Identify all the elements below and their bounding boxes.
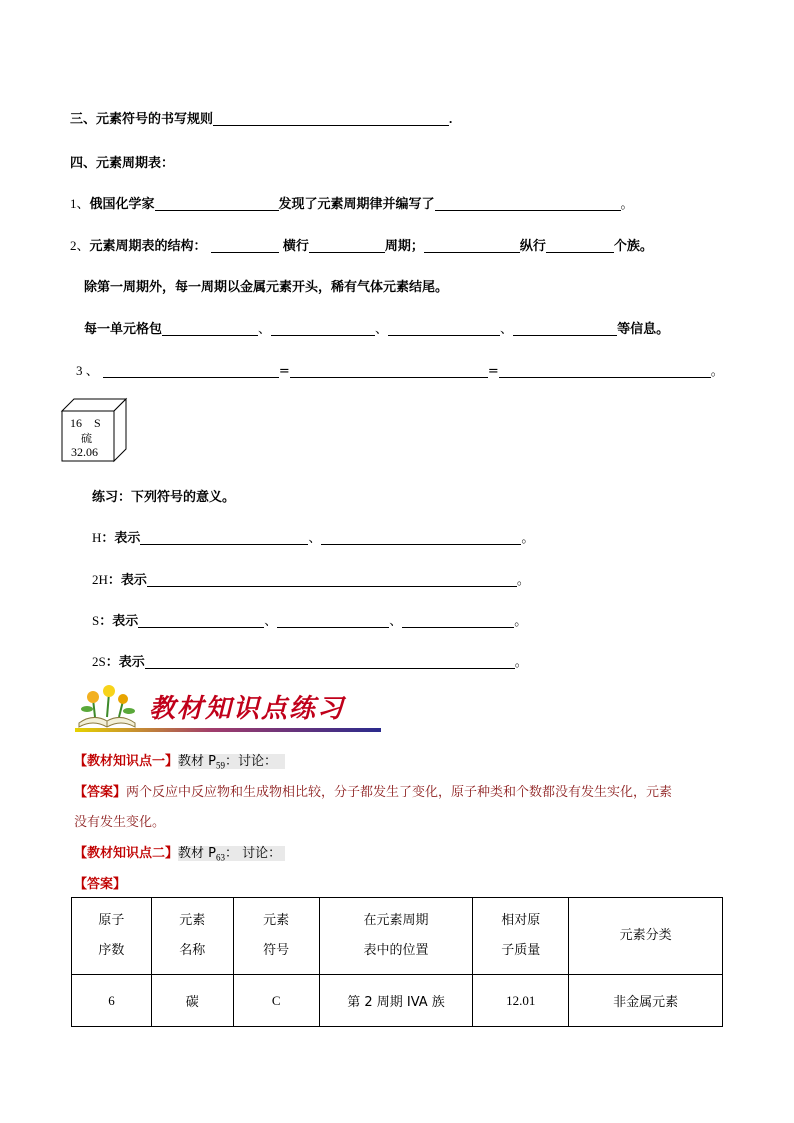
table-header-cell: 相对原 子质量	[473, 898, 569, 975]
item2-num: 2、	[70, 238, 90, 253]
exercise-label: ：表示	[107, 573, 147, 588]
item1-blank2[interactable]	[435, 196, 621, 211]
exercise-symbol-s: S	[92, 613, 100, 628]
exercise-row-2h	[92, 569, 530, 588]
ans2-tag: 【答案】	[74, 877, 127, 892]
section3-title: 三、元素符号的书写规则	[70, 112, 214, 127]
table-row	[72, 975, 723, 1027]
item3-eq2: =	[487, 364, 499, 379]
exercise-sep: 、	[308, 531, 322, 546]
table-cell: 6	[72, 975, 152, 1027]
table-cell: 12.01	[473, 975, 569, 1027]
note2-sep3: 、	[500, 322, 514, 337]
item2-text5: 个族。	[613, 239, 653, 254]
table-header-cell: 元素 符号	[233, 898, 319, 975]
kp1-page: 59	[216, 760, 225, 771]
item1-text2: 发现了元素周期律并编写了	[278, 197, 435, 212]
item2-text1: 元素周期表的结构：	[89, 239, 207, 254]
section3-blank[interactable]	[213, 111, 449, 126]
exercise-end: 。	[514, 614, 528, 629]
item2-blank4[interactable]	[546, 238, 614, 253]
ans1-tag: 【答案】	[74, 785, 127, 800]
kp1-tail: ：讨论：	[225, 754, 278, 769]
exercise-blank[interactable]	[321, 530, 521, 545]
banner-title: 教材知识点练习	[149, 694, 346, 724]
item2-blank2[interactable]	[309, 238, 385, 253]
element-mass: 32.06	[71, 445, 98, 459]
exercise-sep: 、	[389, 614, 403, 629]
section3-line	[70, 108, 452, 127]
table-cell: C	[233, 975, 319, 1027]
note2-line	[84, 318, 669, 337]
item1-num: 1、	[70, 196, 90, 211]
exercise-end: 。	[516, 573, 530, 588]
item2-blank3[interactable]	[424, 238, 520, 253]
table-cell: 非金属元素	[569, 975, 723, 1027]
table-header-cell: 在元素周期 表中的位置	[319, 898, 473, 975]
kp1-tag: 【教材知识点一】	[74, 754, 179, 769]
note2-text2: 等信息。	[617, 322, 670, 337]
exercise-end: 。	[521, 531, 535, 546]
kp2-tail: ： 讨论：	[225, 846, 282, 861]
exercise-title: 练习：下列符号的意义。	[92, 490, 236, 505]
note2-blank1[interactable]	[162, 321, 258, 336]
table-header-row	[72, 898, 723, 975]
exercise-label: ：表示	[99, 614, 139, 629]
item1-text1: 俄国化学家	[89, 197, 155, 212]
note2-blank3[interactable]	[388, 321, 500, 336]
exercise-label: ：表示	[101, 531, 141, 546]
element-table	[71, 897, 723, 1027]
section4-title: 四、元素周期表：	[70, 156, 175, 171]
item3-eq1: =	[278, 364, 290, 379]
element-number: 16	[70, 416, 82, 430]
exercise-blank[interactable]	[147, 572, 517, 587]
item3-blank2[interactable]	[290, 363, 488, 378]
table-header-cell: 元素分类	[569, 898, 723, 975]
element-card	[60, 397, 130, 463]
ans1-text: 两个反应中反应物和生成物相比较，分子都发生了变化，原子种类和个数都没有发生实化，元素	[126, 785, 673, 800]
item1-line	[70, 193, 634, 212]
exercise-symbol-2s: 2S	[92, 654, 106, 669]
note2-text1: 每一单元格包	[84, 322, 163, 337]
exercise-row-h	[92, 527, 534, 546]
item3-blank1[interactable]	[103, 363, 279, 378]
table-header-cell: 原子 序数	[72, 898, 152, 975]
exercise-label: ：表示	[105, 655, 145, 670]
item1-blank1[interactable]	[155, 196, 279, 211]
exercise-blank[interactable]	[140, 530, 308, 545]
item2-text4: 纵行	[519, 239, 546, 254]
item2-text3: 周期；	[384, 239, 424, 254]
exercise-symbol-2h: 2H	[92, 572, 108, 587]
kp2-line	[74, 842, 285, 863]
exercise-blank[interactable]	[277, 613, 389, 628]
exercise-blank[interactable]	[402, 613, 514, 628]
element-symbol: S	[94, 416, 101, 430]
kp2-tag: 【教材知识点二】	[74, 846, 179, 861]
note2-blank4[interactable]	[513, 321, 617, 336]
kp2-page: 63	[216, 852, 225, 863]
exercise-row-s	[92, 610, 527, 629]
item2-text2: 横行	[282, 239, 309, 254]
item3-line	[76, 360, 724, 379]
kp1-line	[74, 750, 285, 771]
exercise-symbol-h: H	[92, 530, 102, 545]
exercise-sep: 、	[264, 614, 278, 629]
note1: 除第一周期外，每一周期以金属元素开头，稀有气体元素结尾。	[84, 280, 449, 295]
ans1-line1	[74, 781, 672, 800]
ans1-line2: 没有发生变化。	[74, 815, 166, 830]
element-name: 硫	[81, 432, 92, 445]
item3-blank3[interactable]	[499, 363, 711, 378]
exercise-end: 。	[514, 655, 528, 670]
kp2-text: 教材 P	[178, 846, 216, 861]
exercise-row-2s	[92, 651, 528, 670]
book-flower-icon	[79, 685, 135, 727]
note2-blank2[interactable]	[271, 321, 375, 336]
item3-num: 3 、	[76, 363, 99, 378]
exercise-blank[interactable]	[138, 613, 264, 628]
item3-end: 。	[710, 364, 724, 379]
table-header-cell: 元素 名称	[151, 898, 233, 975]
item1-end: 。	[620, 197, 634, 212]
table-cell: 碳	[151, 975, 233, 1027]
item2-line	[70, 235, 653, 254]
exercise-blank[interactable]	[145, 654, 515, 669]
item2-blank1[interactable]	[211, 238, 279, 253]
section-banner	[75, 683, 385, 733]
section3-end: .	[449, 111, 453, 126]
note2-sep1: 、	[258, 322, 272, 337]
kp1-text: 教材 P	[178, 754, 216, 769]
note2-sep2: 、	[375, 322, 389, 337]
table-cell: 第 2 周期 IVA 族	[319, 975, 473, 1027]
